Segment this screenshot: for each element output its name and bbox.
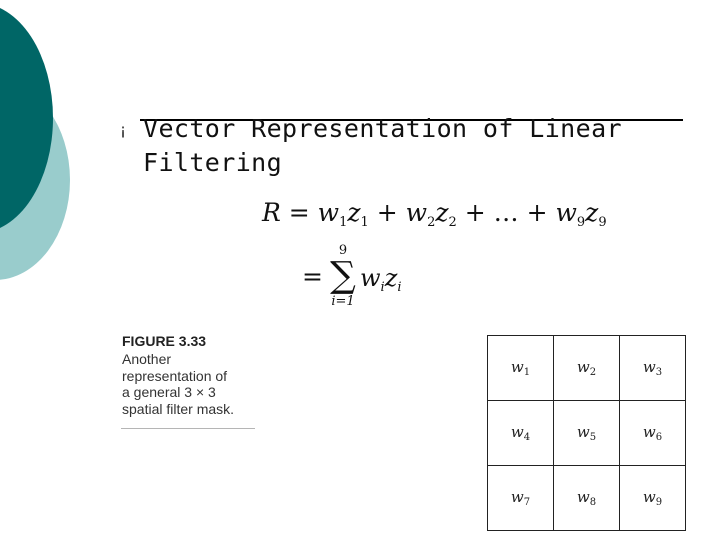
mask-cell: $w_6$ [620,401,686,466]
eq-z2: z [435,198,449,227]
caption-line-2: representation of [122,367,228,384]
eq-z1: z [347,198,361,227]
figure-caption [122,351,257,417]
decorative-circles [0,0,90,300]
mask-row [488,466,686,531]
mask-cell: $w_5$ [554,401,620,466]
eq-wi: w [360,264,381,292]
slide-title-line-2: Filtering [143,148,283,177]
caption-divider [121,428,255,429]
mask-cell: $w_4$ [488,401,554,466]
mask-cell: $w_8$ [554,466,620,531]
sum-lower-limit: i=1 [331,294,355,309]
caption-line-4: spatial filter mask. [122,400,235,417]
mask-cell: $w_9$ [620,466,686,531]
eq-wi-sub: i [380,280,385,295]
mask-cell: $w_1$ [488,336,554,401]
figure-label: FIGURE 3.33 [122,333,207,349]
eq-z2-sub: 2 [448,215,457,230]
eq-w1-sub: 1 [339,215,348,230]
mask-cell: $w_3$ [620,336,686,401]
eq-ellipsis: … [493,198,519,227]
caption-line-3: a general 3 × 3 [122,384,216,400]
eq-w1: w [317,198,340,227]
eq-w9: w [555,198,577,227]
eq-zi: z [384,264,398,292]
eq-lhs: R [262,198,281,227]
sigma-icon: ∑ [330,255,356,296]
eq-w9-sub: 9 [576,215,586,230]
mask-row [488,336,686,401]
eq-w2: w [405,198,428,227]
mask-row [488,401,686,466]
bullet-icon: ¡ [119,121,126,139]
eq-z9: z [585,198,599,227]
eq-z9-sub: 9 [598,215,607,230]
mask-cell: $w_2$ [554,336,620,401]
slide-title-line-1: Vector Representation of Linear [143,114,622,143]
filter-mask-grid [487,335,686,531]
equation-line-1: $R = w_1z_1 + w_2z_2$ + … + $w_9z_9$ [262,198,607,230]
mask-cell: $w_7$ [488,466,554,531]
caption-line-1: Another [122,351,172,367]
eq-z1-sub: 1 [360,215,369,230]
eq-w2-sub: 2 [427,215,436,230]
summation [328,244,358,310]
slide-title [143,112,683,180]
equation-line-2-equals: = [302,262,323,291]
sum-upper-limit: 9 [338,243,348,258]
eq-zi-sub: i [397,280,402,295]
sum-term [360,264,402,295]
